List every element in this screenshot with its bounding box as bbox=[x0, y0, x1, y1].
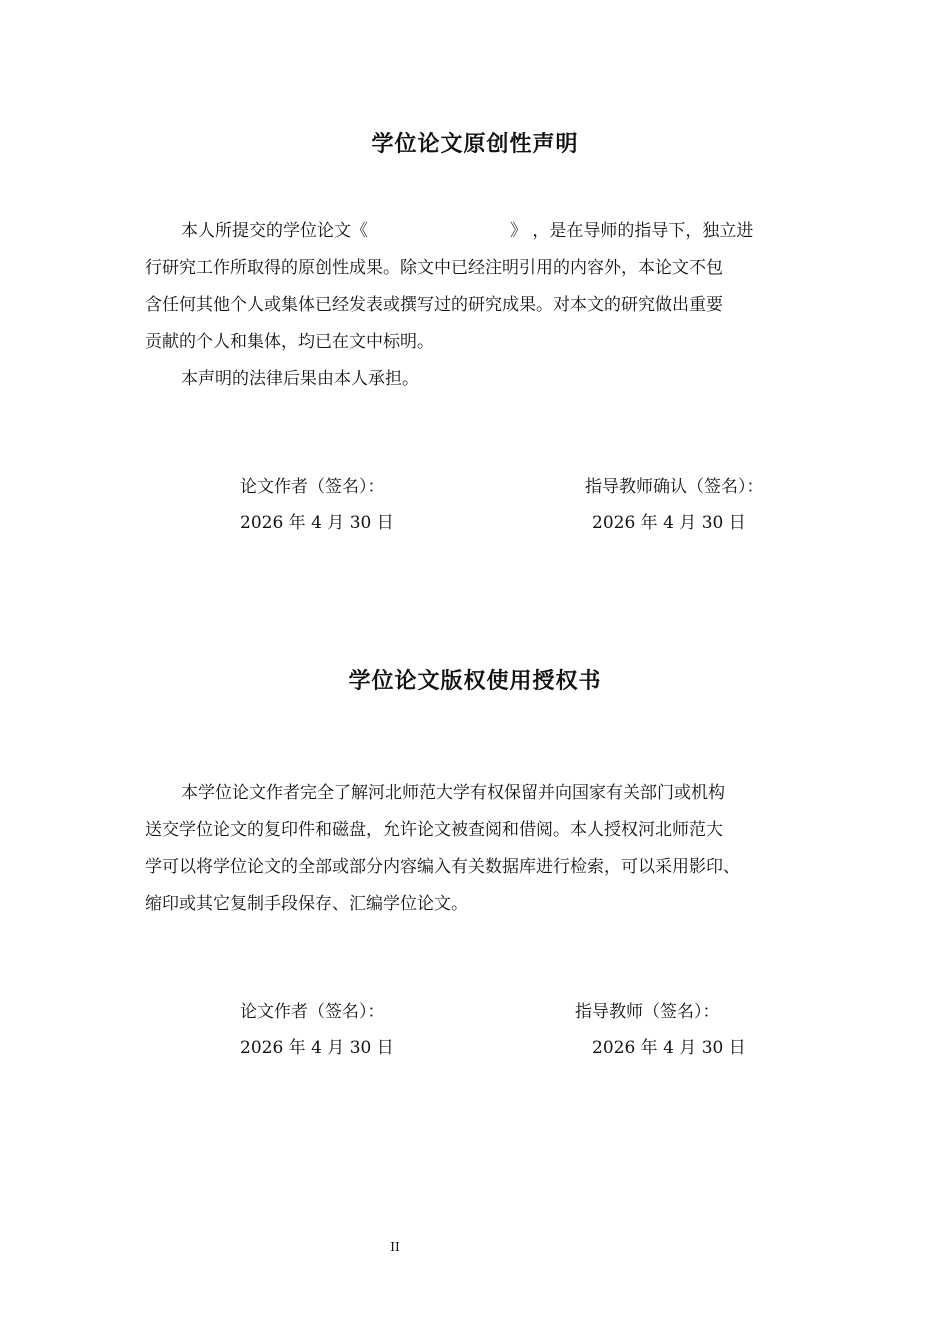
authorization-line-1: 本学位论文作者完全了解河北师范大学有权保留并向国家有关部门或机构 bbox=[181, 783, 725, 803]
declaration-advisor-label: 指导教师确认（签名）： bbox=[585, 477, 764, 497]
authorization-author-label: 论文作者（签名）： bbox=[240, 1002, 385, 1022]
authorization-author-date: 2026 年 4 月 30 日 bbox=[240, 1038, 394, 1058]
declaration-line-1 bbox=[181, 220, 753, 242]
declaration-line-1-suffix: 》 ，是在导师的指导下，独立进 bbox=[510, 221, 754, 241]
declaration-advisor-date: 2026 年 4 月 30 日 bbox=[592, 513, 746, 533]
declaration-author-date: 2026 年 4 月 30 日 bbox=[240, 513, 394, 533]
declaration-line-2: 行研究工作所取得的原创性成果。除文中已经注明引用的内容外，本论文不包 bbox=[145, 258, 723, 278]
authorization-title: 学位论文版权使用授权书 bbox=[348, 669, 602, 694]
declaration-line-5: 本声明的法律后果由本人承担。 bbox=[181, 369, 419, 389]
authorization-line-3: 学可以将学位论文的全部或部分内容编入有关数据库进行检索，可以采用影印、 bbox=[145, 857, 740, 877]
authorization-line-2: 送交学位论文的复印件和磁盘，允许论文被查阅和借阅。本人授权河北师范大 bbox=[145, 820, 723, 840]
declaration-title: 学位论文原创性声明 bbox=[371, 132, 579, 157]
declaration-line-4: 贡献的个人和集体，均已在文中标明。 bbox=[145, 332, 434, 352]
declaration-line-1-prefix: 本人所提交的学位论文《 bbox=[181, 221, 368, 241]
declaration-line-3: 含任何其他个人或集体已经发表或撰写过的研究成果。对本文的研究做出重要 bbox=[145, 295, 723, 315]
authorization-advisor-label: 指导教师（签名）： bbox=[575, 1002, 720, 1022]
authorization-advisor-date: 2026 年 4 月 30 日 bbox=[592, 1038, 746, 1058]
declaration-author-label: 论文作者（签名）： bbox=[240, 477, 385, 497]
authorization-line-4: 缩印或其它复制手段保存、汇编学位论文。 bbox=[145, 894, 468, 914]
page-number: II bbox=[390, 1240, 400, 1254]
